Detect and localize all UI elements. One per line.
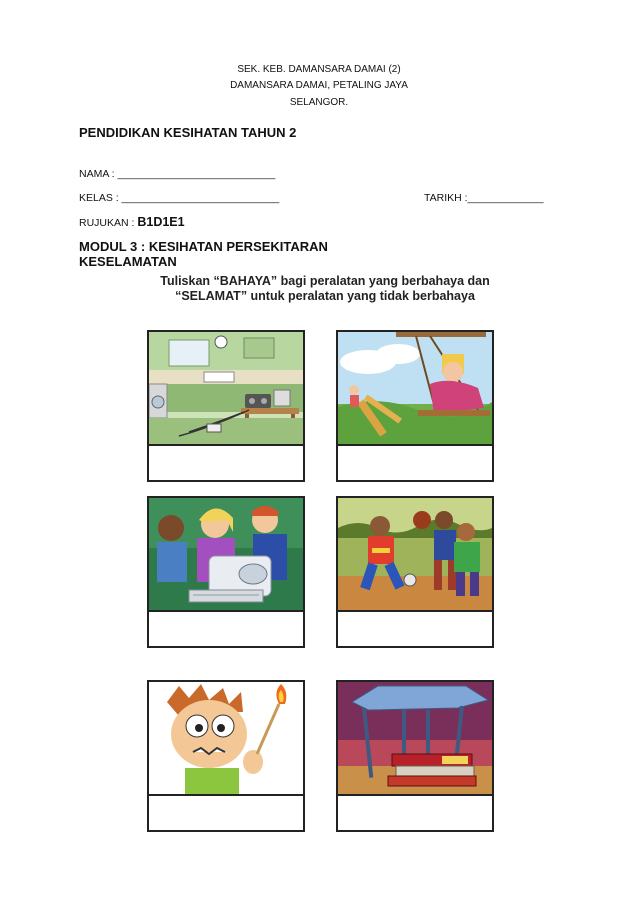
picture-card-4	[336, 496, 494, 648]
instruction-line-2: “SELAMAT” untuk peralatan yang tidak berbahaya	[175, 289, 475, 303]
worksheet-title: PENDIDIKAN KESIHATAN TAHUN 2	[79, 125, 297, 140]
picture-card-5	[147, 680, 305, 832]
module-heading	[79, 239, 328, 269]
module-title: MODUL 3 : KESIHATAN PERSEKITARAN	[79, 239, 328, 254]
children-computer-image	[147, 496, 305, 612]
reference-field	[79, 215, 185, 229]
instruction-line-1: Tuliskan “BAHAYA” bagi peralatan yang berbahaya dan	[160, 274, 490, 288]
module-subtitle: KESELAMATAN	[79, 254, 177, 269]
answer-box-2[interactable]	[336, 446, 494, 482]
school-address: DAMANSARA DAMAI, PETALING JAYA	[230, 80, 408, 91]
reference-label: RUJUKAN :	[79, 217, 138, 229]
school-name: SEK. KEB. DAMANSARA DAMAI (2)	[237, 64, 401, 75]
answer-box-4[interactable]	[336, 612, 494, 648]
name-field[interactable]: NAMA : ___________________________	[79, 168, 276, 180]
answer-box-3[interactable]	[147, 612, 305, 648]
kitchen-appliances-image	[147, 330, 305, 446]
boys-playing-ball-image	[336, 496, 494, 612]
picture-card-2	[336, 330, 494, 482]
school-state: SELANGOR.	[289, 97, 349, 108]
answer-box-6[interactable]	[336, 796, 494, 832]
boy-holding-matches-image	[147, 680, 305, 796]
chair-on-books-image	[336, 680, 494, 796]
reference-code: B1D1E1	[137, 215, 185, 229]
class-field[interactable]: KELAS : ___________________________	[79, 192, 280, 204]
date-field[interactable]: TARIKH :_____________	[424, 192, 544, 204]
answer-box-5[interactable]	[147, 796, 305, 832]
answer-box-1[interactable]	[147, 446, 305, 482]
picture-card-1	[147, 330, 305, 482]
playground-swing-image	[336, 330, 494, 446]
picture-card-6	[336, 680, 494, 832]
picture-card-3	[147, 496, 305, 648]
